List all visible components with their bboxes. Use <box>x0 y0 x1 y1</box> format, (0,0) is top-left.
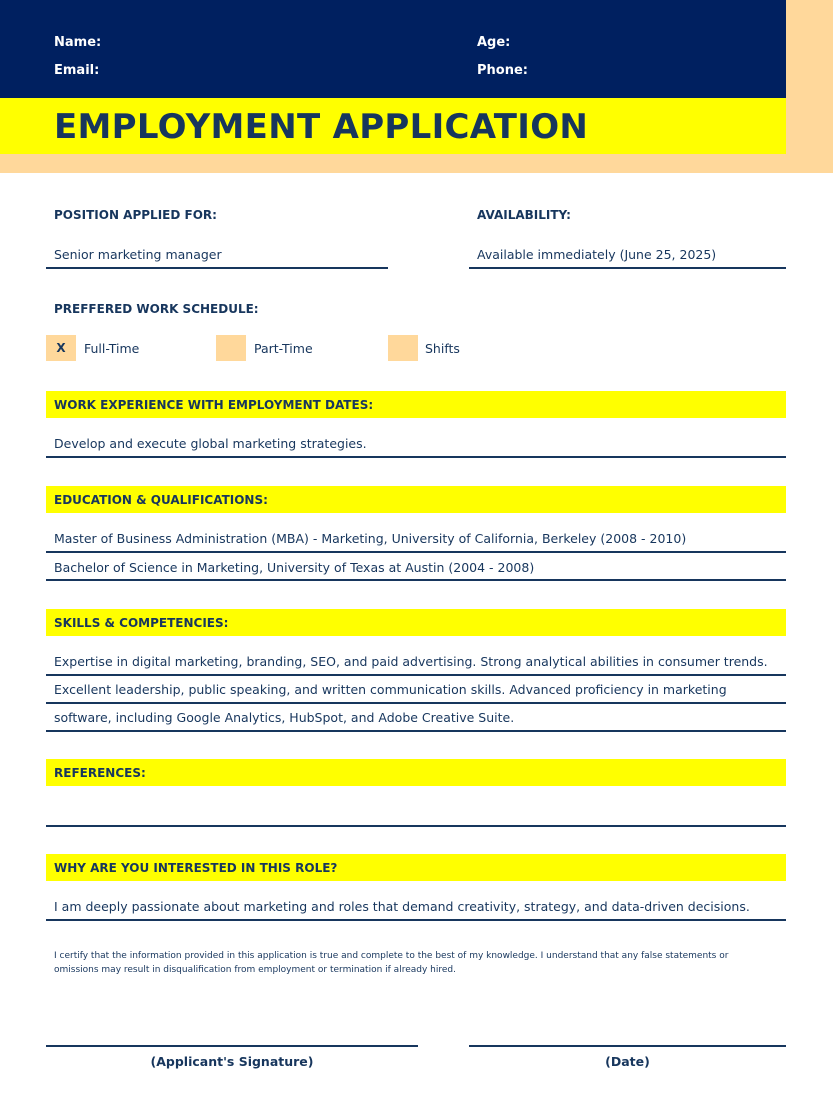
header-contact-panel <box>0 0 786 98</box>
part-time-checkbox[interactable] <box>216 335 246 361</box>
date-line[interactable] <box>469 1045 786 1047</box>
skills-underline <box>46 702 786 704</box>
references-label: REFERENCES: <box>54 766 146 780</box>
references-header <box>46 759 786 786</box>
full-time-label: Full-Time <box>84 341 140 356</box>
phone-label: Phone: <box>477 63 528 78</box>
education-label: EDUCATION & QUALIFICATIONS: <box>54 493 268 507</box>
name-label: Name: <box>54 35 102 50</box>
schedule-label: PREFFERED WORK SCHEDULE: <box>54 302 259 316</box>
skills-underline <box>46 674 786 676</box>
position-value[interactable]: Senior marketing manager <box>54 247 222 262</box>
skills-line[interactable]: software, including Google Analytics, HubSpot, and Adobe Creative Suite. <box>54 710 515 725</box>
education-underline <box>46 579 786 581</box>
skills-underline <box>46 730 786 732</box>
skills-line[interactable]: Excellent leadership, public speaking, and written communication skills. Advanced proficiency in marketing <box>54 682 727 697</box>
work-experience-underline <box>46 456 786 458</box>
education-underline <box>46 551 786 553</box>
page-title: EMPLOYMENT APPLICATION <box>54 107 589 147</box>
interest-label: WHY ARE YOU INTERESTED IN THIS ROLE? <box>54 861 338 875</box>
certification-text: I certify that the information provided in this application is true and complete to the best of my knowledge. I understand that any false statements or omissions may result in disqualification from employment or termination if already hired. <box>54 951 729 975</box>
skills-label: SKILLS & COMPETENCIES: <box>54 616 229 630</box>
full-time-checkbox[interactable]: X <box>46 335 76 361</box>
interest-header <box>46 854 786 881</box>
interest-underline <box>46 919 786 921</box>
email-label: Email: <box>54 63 100 78</box>
applicant-signature-label: (Applicant's Signature) <box>150 1054 314 1069</box>
skills-line[interactable]: Expertise in digital marketing, branding, SEO, and paid advertising. Strong analytical abilities in consumer trends. <box>54 654 768 669</box>
shifts-checkbox[interactable] <box>388 335 418 361</box>
work-experience-header <box>46 391 786 418</box>
position-label: POSITION APPLIED FOR: <box>54 208 217 222</box>
availability-label: AVAILABILITY: <box>477 208 571 222</box>
education-line[interactable]: Bachelor of Science in Marketing, University of Texas at Austin (2004 - 2008) <box>54 560 535 575</box>
date-label: (Date) <box>605 1054 650 1069</box>
position-underline <box>46 267 388 269</box>
references-underline <box>46 825 786 827</box>
work-experience-line[interactable]: Develop and execute global marketing strategies. <box>54 436 367 451</box>
skills-header <box>46 609 786 636</box>
education-line[interactable]: Master of Business Administration (MBA) - Marketing, University of California, Berkeley (2008 - 2010) <box>54 531 687 546</box>
part-time-label: Part-Time <box>254 341 313 356</box>
age-label: Age: <box>477 35 511 50</box>
interest-line[interactable]: I am deeply passionate about marketing and roles that demand creativity, strategy, and data-driven decisions. <box>54 899 750 914</box>
education-header <box>46 486 786 513</box>
availability-value[interactable]: Available immediately (June 25, 2025) <box>477 247 717 262</box>
work-experience-label: WORK EXPERIENCE WITH EMPLOYMENT DATES: <box>54 398 374 412</box>
shifts-label: Shifts <box>425 341 460 356</box>
signature-line[interactable] <box>46 1045 418 1047</box>
availability-underline <box>469 267 786 269</box>
